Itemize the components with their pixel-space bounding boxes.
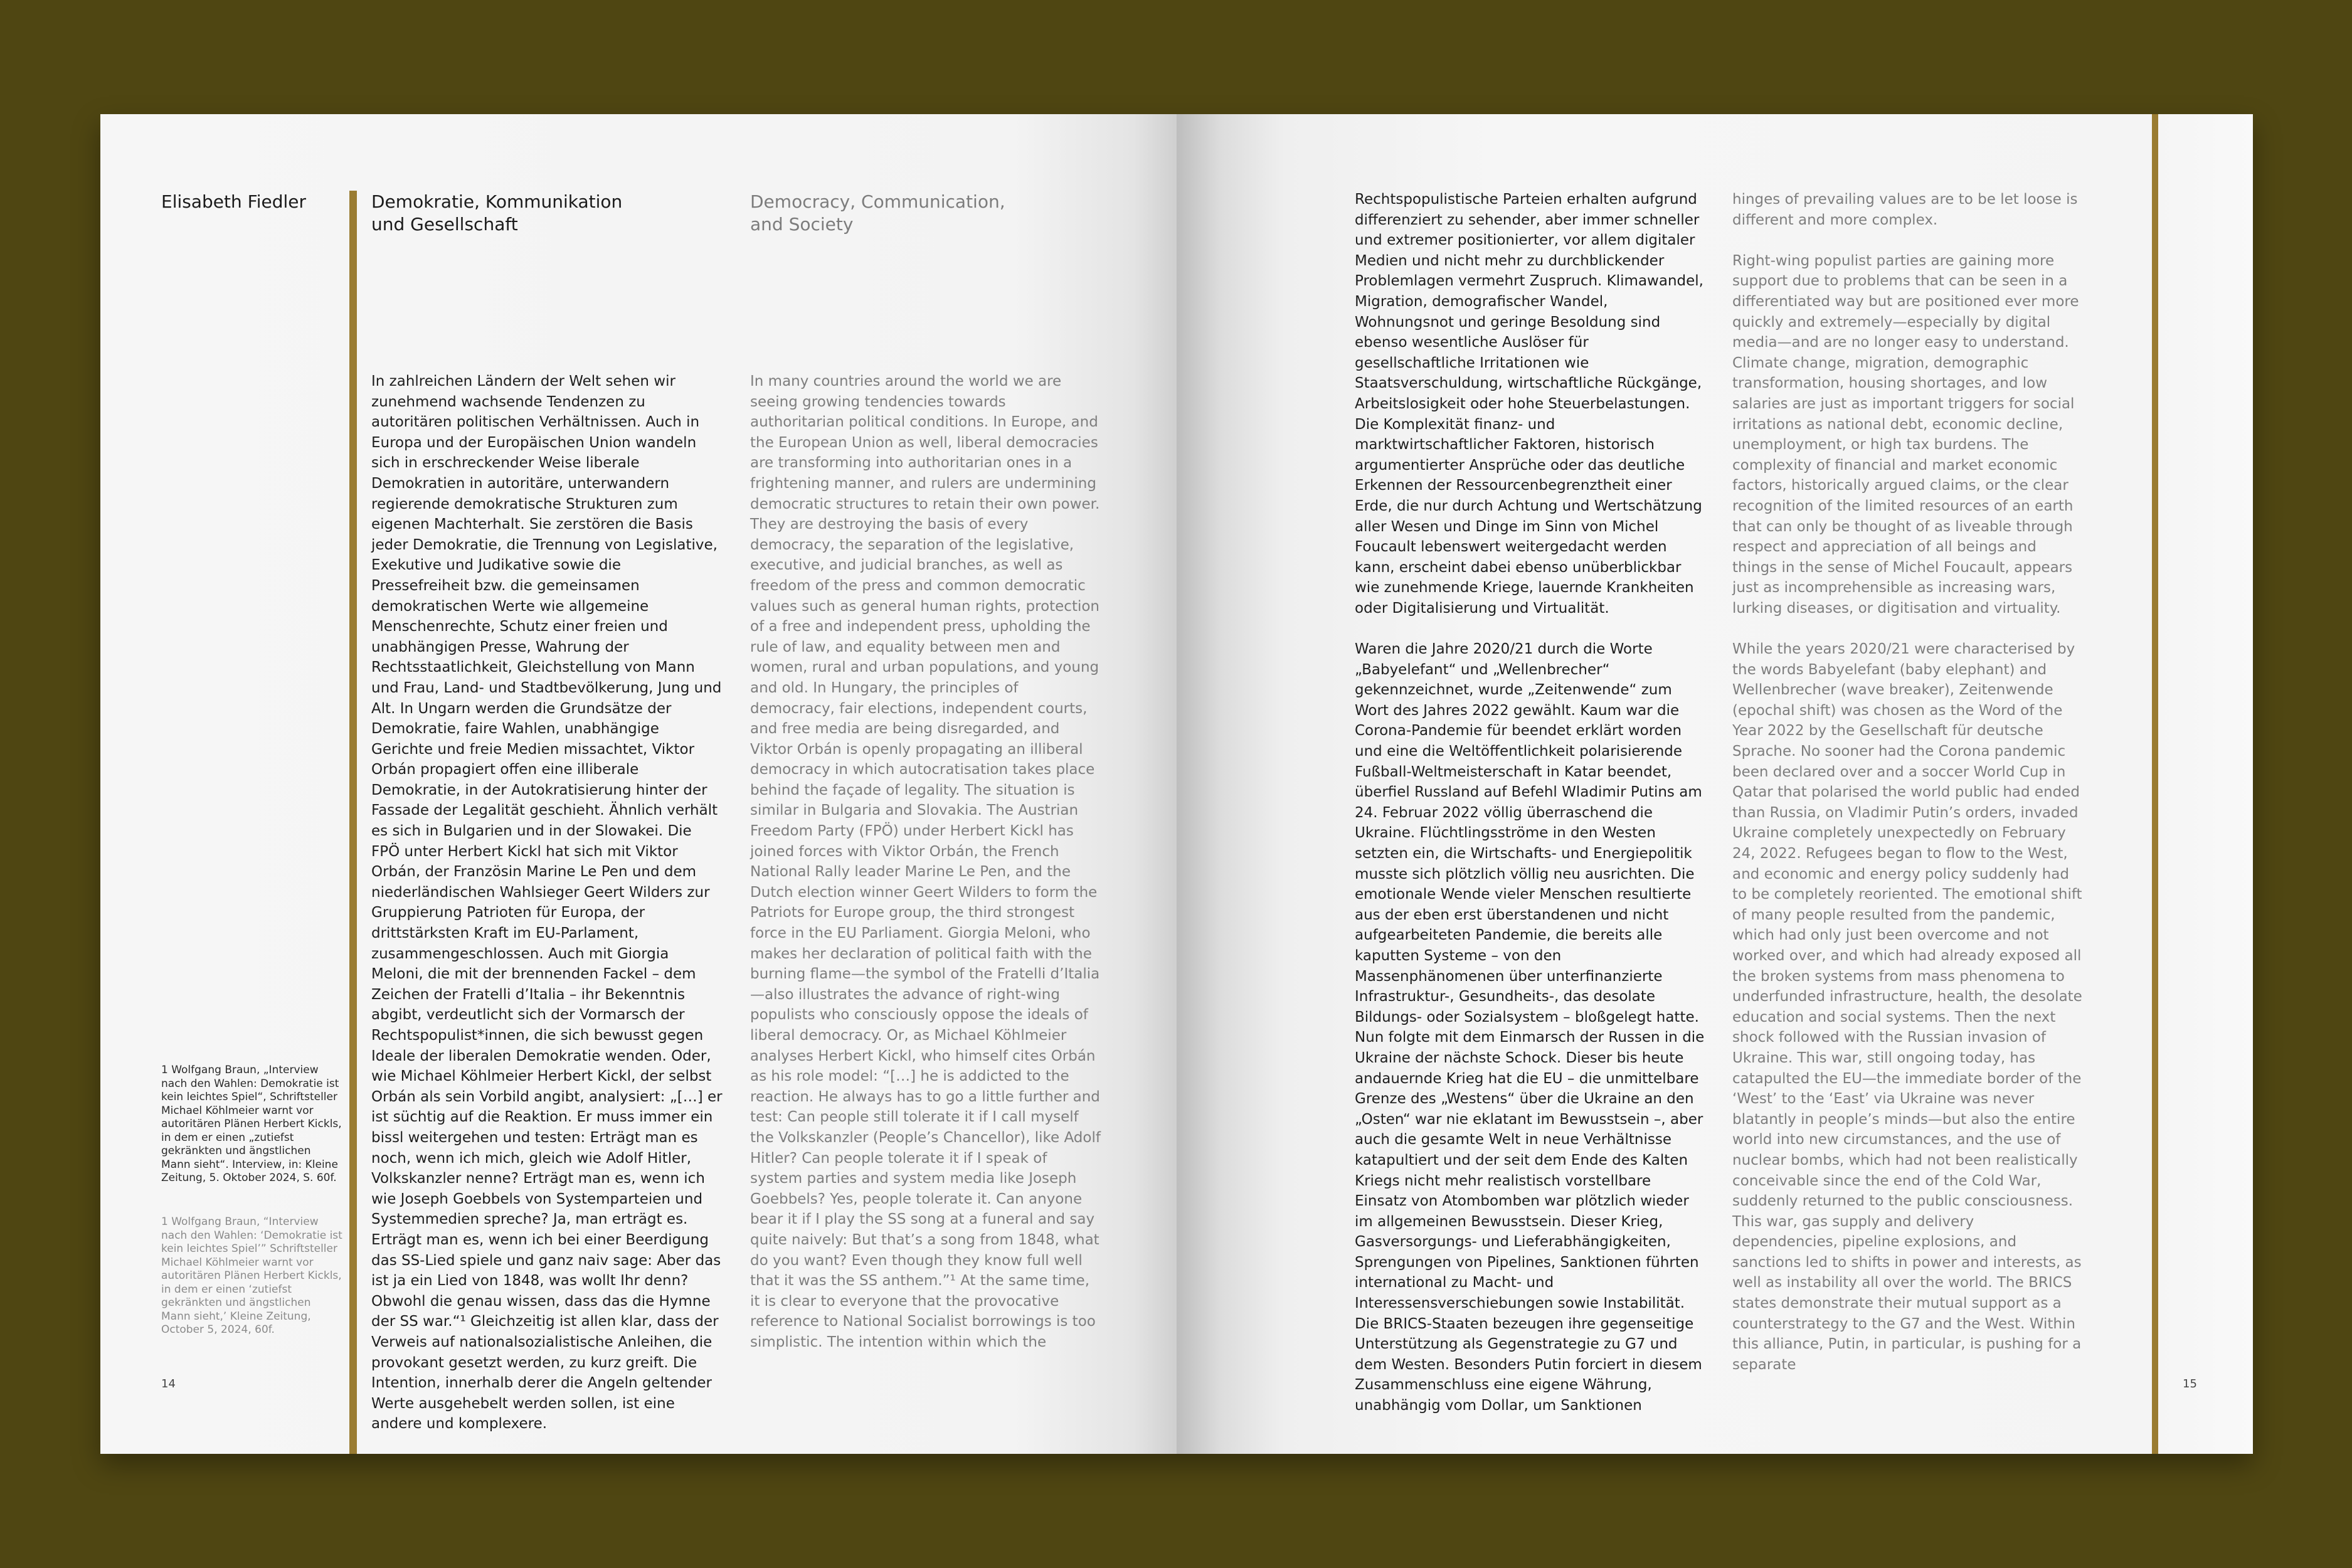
right-page: [1177, 114, 2253, 1454]
right-german-column: [1355, 189, 1706, 1416]
book-spread: [100, 114, 2253, 1454]
title-english-line1: Democracy, Communication,: [750, 191, 1005, 212]
body-english-text: In many countries around the world we are seeing growing tendencies towards authoritarian political conditions. In Europe, and the European Union as well, liberal democracies are transforming into authoritarian ones in a frightening manner, and rulers are undermining democratic structures to retain their own power. They are destroying the basis of every democracy, the separation of the legislative, executive, and judicial branches, as well as freedom of the press and common democratic values such as general human rights, protection of a free and independent press, upholding the rule of law, and equality between men and women, rural and urban populations, and young and old. In Hungary, the principles of democracy, fair elections, independent courts, and free media are being disregarded, and Viktor Orbán is openly propagating an illiberal democracy in which autocratisation takes place behind the façade of legality. The situation is similar in Bulgaria and Slovakia. The Austrian Freedom Party (FPÖ) under Herbert Kickl has joined forces with Viktor Orbán, the French National Rally leader Marine Le Pen, and the Dutch election winner Geert Wilders to form the Patriots for Europe group, the third strongest force in the EU Parliament. Giorgia Meloni, who makes her declaration of political faith with the burning flame—the symbol of the Fratelli d’Italia—also illustrates the advance of right-wing populists who consciously oppose the ideals of liberal democracy. Or, as Michael Köhlmeier analyses Herbert Kickl, who himself cites Orbán as his role model: “[…] he is addicted to the reaction. He always has to go a little further and test: Can people still tolerate it if I call myself the Volkskanzler (People’s Chancellor), like Adolf Hitler? Can people tolerate it if I speak of system parties and system media like Joseph Goebbels? Yes, people tolerate it. Can anyone bear it if I play the SS song at a funeral and say quite naively: But that’s a song from 1848, what do you want? Even though they know full well that it was the SS anthem.”¹ At the same time, it is clear to everyone that the provocative reference to National Socialist borrowings is too simplistic. The intention within which the: [750, 373, 1101, 1350]
right-english-paragraph-0: hinges of prevailing values are to be let loose is different and more complex.: [1732, 191, 2078, 228]
title-english-line2: and Society: [750, 214, 854, 235]
body-english-column: [750, 371, 1101, 1353]
body-german-column: [371, 371, 723, 1434]
title-english: [750, 191, 1076, 236]
right-english-paragraph-2: While the years 2020/21 were characterised by the words Babyelefant (baby elephant) and Wellenbrecher (wave breaker), Zeitenwende (epochal shift) was chosen as the Word of the Year 2022 by the Gesellschaft für deutsche Sprache. No sooner had the Corona pandemic been declared over and a soccer World Cup in Qatar that polarised the world public had ended than Russia, on Vladimir Putin’s orders, invaded Ukraine completely unexpectedly on February 24, 2022. Refugees began to flow to the West, and economic and energy policy suddenly had to be completely reoriented. The emotional shift of many people resulted from the pandemic, which had only just been overcome and not worked over, and which had already exposed all the broken systems from mass phenomena to underfunded infrastructure, health, the desolate education and social systems. Then the next shock followed with the Russian invasion of Ukraine. This war, still ongoing today, has catapulted the EU—the immediate border of the ‘West’ to the ‘East’ via Ukraine was never blatantly in people’s minds—but also the entire world into new circumstances, and the use of nuclear bombs, which had not been realistically conceivable since the end of the Cold War, suddenly returned to the public consciousness. This war, gas supply and delivery dependencies, pipeline explosions, and sanctions led to shifts in power and interests, as well as instability all over the world. The BRICS states demonstrate their mutual support as a counterstrategy to the G7 and the West. Within this alliance, Putin, in particular, is pushing for a separate: [1732, 641, 2082, 1373]
right-english-column: [1732, 189, 2084, 1375]
gold-vertical-rule: [349, 191, 357, 1454]
footnote-german: 1 Wolfgang Braun, „Interview nach den Wahlen: Demokratie ist kein leichtes Spiel“, Schriftsteller Michael Köhlmeier warnt vor autoritären Plänen Herbert Kickls, in dem er einen „zutiefst gekränkten und ängstlichen Mann sieht“. Interview, in: Kleine Zeitung, 5. Oktober 2024, S. 60f.: [161, 1064, 342, 1184]
title-german-line2: und Gesellschaft: [371, 214, 518, 235]
body-german-text: In zahlreichen Ländern der Welt sehen wir zunehmend wachsende Tendenzen zu autoritären politischen Verhältnissen. Auch in Europa und der Europäischen Union wandeln sich in erschreckender Weise liberale Demokratien in autoritäre, unterwandern regierende demokratische Strukturen zum eigenen Machterhalt. Sie zerstören die Basis jeder Demokratie, die Trennung von Legislative, Exekutive und Judikative sowie die Pressefreiheit bzw. die gemeinsamen demokratischen Werte wie allgemeine Menschenrechte, Schutz einer freien und unabhängigen Presse, Wahrung der Rechtsstaatlichkeit, Gleichstellung von Mann und Frau, Land- und Stadtbevölkerung, Jung und Alt. In Ungarn werden die Grundsätze der Demokratie, faire Wahlen, unabhängige Gerichte und freie Medien missachtet, Viktor Orbán propagiert offen eine illiberale Demokratie, in der Autokratisierung hinter der Fassade der Legalität geschieht. Ähnlich verhält es sich in Bulgarien und in der Slowakei. Die FPÖ unter Herbert Kickl hat sich mit Viktor Orbán, der Französin Marine Le Pen und dem niederländischen Wahlsieger Geert Wilders zur Gruppierung Patrioten für Europa, der drittstärksten Kraft im EU-Parlament, zusammengeschlossen. Auch mit Giorgia Meloni, die mit der brennenden Fackel – dem Zeichen der Fratelli d’Italia – ihr Bekenntnis abgibt, verdeutlicht sich der Vormarsch der Rechtspopulist*innen, die sich bewusst gegen Ideale der liberalen Demokratie wenden. Oder, wie Michael Köhlmeier Herbert Kickl, der selbst Orbán als sein Vorbild angibt, analysiert: „[…] er ist süchtig auf die Reaktion. Er muss immer ein bissl weitergehen und testen: Erträgt man es noch, wenn ich mich, gleich wie Adolf Hitler, Volkskanzler nenne? Erträgt man es, wenn ich wie Joseph Goebbels von Systemparteien und Systemmedien spreche? Ja, man erträgt es. Erträgt man es, wenn ich bei einer Beerdigung das SS-Lied spiele und ganz naiv sage: Aber das ist ja ein Lied von 1848, was wollt Ihr denn? Obwohl die genau wissen, dass das die Hymne der SS war.“¹ Gleichzeitig ist allen klar, dass der Verweis auf nationalsozialistische Anleihen, die provokant gesetzt werden, zu kurz greift. Die Intention, innerhalb derer die Angeln geltender Werte ausgehebelt werden sollen, ist eine andere und komplexere.: [371, 373, 723, 1433]
page-number-left: 14: [161, 1377, 176, 1391]
title-german-line1: Demokratie, Kommunikation: [371, 191, 623, 212]
author-name: Elisabeth Fiedler: [161, 191, 306, 212]
footnote-english: 1 Wolfgang Braun, “Interview nach den Wahlen: ‘Demokratie ist kein leichtes Spiel’” Schriftsteller Michael Köhlmeier warnt vor autoritären Plänen Herbert Kickls, in dem er einen ‘zutiefst gekränkten und ängstlichen Mann sieht,’ Kleine Zeitung, October 5, 2024, 60f.: [161, 1216, 342, 1336]
gold-vertical-rule-right: [2152, 114, 2158, 1454]
right-english-paragraph-1: Right-wing populist parties are gaining more support due to problems that can be seen in a differentiated way but are positioned ever more quickly and extremely—especially by digital media—and are no longer easy to understand. Climate change, migration, demographic transformation, housing shortages, and low salaries are just as important triggers for social irritations as national debt, economic decline, unemployment, or high tax burdens. The complexity of financial and market economic factors, historically argued claims, or the clear recognition of the limited resources of an earth that can only be thought of as liveable through respect and appreciation of all beings and things in the sense of Michel Foucault, appears just as incomprehensible as increasing wars, lurking diseases, or digitisation and virtuality.: [1732, 252, 2079, 617]
left-page: [100, 114, 1177, 1454]
right-german-paragraph-2: Waren die Jahre 2020/21 durch die Worte „Babyelefant“ und „Wellenbrecher“ gekennzeichnet, wurde „Zeitenwende“ zum Wort des Jahres 2022 gewählt. Kaum war die Corona-Pandemie für beendet erklärt worden und eine die Weltöffentlichkeit polarisierende Fußball-Weltmeisterschaft in Katar beendet, überfiel Russland auf Befehl Wladimir Putins am 24. Februar 2022 völlig überraschend die Ukraine. Flüchtlingsströme in den Westen setzten ein, die Wirtschafts- und Energiepolitik musste sich plötzlich völlig neu ausrichten. Die emotionale Wende vieler Menschen resultierte aus der eben erst überstandenen und nicht aufgearbeiteten Pandemie, die bereits alle kaputten Systeme – von den Massenphänomenen über unterfinanzierte Infrastruktur-, Gesundheits-, das desolate Bildungs- oder Sozialsystem – bloßgelegt hatte. Nun folgte mit dem Einmarsch der Russen in die Ukraine der nächste Schock. Dieser bis heute andauernde Krieg hat die EU – die unmittelbare Grenze des „Westens“ über die Ukraine an den „Osten“ war nie eklatant im Bewusstsein –, aber auch die gesamte Welt in neue Verhältnisse katapultiert und der seit dem Ende des Kalten Kriegs nicht mehr realistisch vorstellbare Einsatz von Atombomben war plötzlich wieder im allgemeinen Bewusstsein. Dieser Krieg, Gasversorgungs- und Lieferabhängigkeiten, Sprengungen von Pipelines, Sanktionen führten international zu Macht- und Interessensverschiebungen sowie Instabilität. Die BRICS-Staaten bezeugen ihre gegenseitige Unterstützung als Gegenstrategie zu G7 und dem Westen. Besonders Putin forciert in diesem Zusammenschluss eine eigene Währung, unabhängig vom Dollar, um Sanktionen: [1355, 641, 1705, 1414]
title-german: [371, 191, 697, 236]
page-number-right: 15: [2183, 1377, 2197, 1391]
right-german-paragraph-1: Rechtspopulistische Parteien erhalten aufgrund differenziert zu sehender, aber immer schneller und extremer positionierter, vor allem digitaler Medien und nicht mehr zu durchblickender Problemlagen vermehrt Zuspruch. Klimawandel, Migration, demografischer Wandel, Wohnungsnot und geringe Besoldung sind ebenso wesentliche Auslöser für gesellschaftliche Irritationen wie Staatsverschuldung, wirtschaftliche Rückgänge, Arbeitslosigkeit oder hohe Steuerbelastungen. Die Komplexität finanz- und marktwirtschaftlicher Faktoren, historisch argumentierter Ansprüche oder das deutliche Erkennen der Ressourcenbegrenztheit einer Erde, die nur durch Achtung und Wertschätzung aller Wesen und Dinge im Sinn von Michel Foucault lebenswert weitergedacht werden kann, erscheint dabei ebenso unüberblickbar wie zunehmende Kriege, lauernde Krankheiten oder Digitalisierung und Virtualität.: [1355, 191, 1703, 617]
right-margin-strip: [2158, 114, 2253, 1454]
